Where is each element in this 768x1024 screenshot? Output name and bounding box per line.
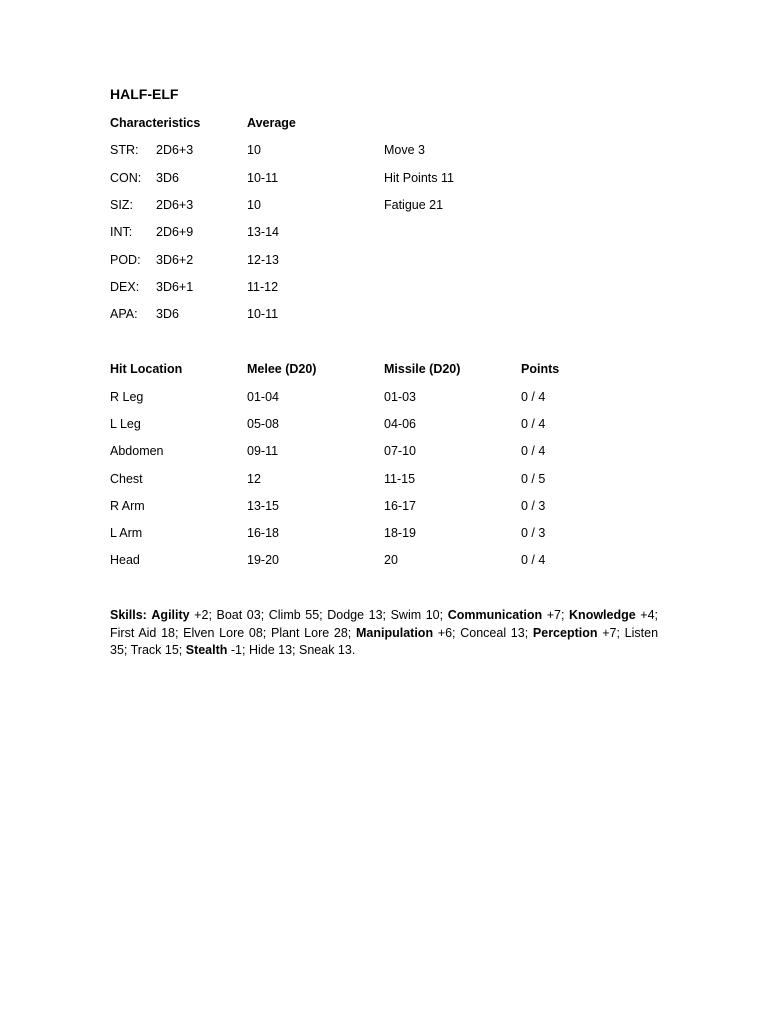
location-points: 0 / 4	[521, 444, 546, 458]
characteristic-row	[0, 278, 768, 296]
stat-label: DEX:	[110, 280, 140, 294]
missile-range: 20	[384, 553, 398, 567]
missile-range: 16-17	[384, 499, 416, 513]
characteristic-row	[0, 141, 768, 159]
stat-label: INT:	[110, 225, 133, 239]
skills-paragraph	[110, 607, 658, 660]
location-points: 0 / 3	[521, 499, 546, 513]
location-name: R Leg	[110, 390, 144, 404]
melee-range: 05-08	[247, 417, 279, 431]
stat-label: APA:	[110, 307, 138, 321]
location-name: Chest	[110, 472, 143, 486]
stat-extra: Move 3	[384, 143, 425, 157]
characteristics-header	[0, 114, 768, 132]
missile-range: 18-19	[384, 526, 416, 540]
hit-location-header-label: Hit Location	[110, 362, 183, 376]
hit-location-header	[0, 360, 768, 378]
skill-group-name: Knowledge	[569, 608, 636, 622]
stat-average: 10-11	[247, 307, 279, 321]
skill-list: Hide 13; Sneak 13.	[248, 643, 356, 657]
location-name: Abdomen	[110, 444, 164, 458]
skill-list: First Aid 18; Elven Lore 08; Plant Lore 28;	[110, 625, 356, 640]
missile-range: 04-06	[384, 417, 416, 431]
skill-group-modifier: +7;	[597, 625, 625, 640]
stat-average: 10	[247, 143, 261, 157]
melee-range: 01-04	[247, 390, 279, 404]
skill-group-name: Communication	[447, 608, 543, 622]
location-points: 0 / 3	[521, 526, 546, 540]
missile-range: 01-03	[384, 390, 416, 404]
location-name: L Arm	[110, 526, 143, 540]
skill-group-modifier: +6;	[433, 625, 461, 640]
stat-average: 13-14	[247, 225, 279, 239]
skill-group-modifier: +2;	[189, 608, 217, 622]
points-header-label: Points	[521, 362, 560, 376]
missile-header-label: Missile (D20)	[384, 362, 461, 376]
stat-label: POD:	[110, 253, 141, 267]
location-name: R Arm	[110, 499, 145, 513]
location-points: 0 / 4	[521, 417, 546, 431]
location-name: Head	[110, 553, 140, 567]
stat-label: CON:	[110, 171, 142, 185]
characteristic-row	[0, 223, 768, 241]
skill-group-modifier: +4;	[635, 608, 659, 622]
melee-range: 16-18	[247, 526, 279, 540]
stat-average: 10	[247, 198, 261, 212]
hit-location-row	[0, 551, 768, 569]
missile-range: 07-10	[384, 444, 416, 458]
hit-location-row	[0, 497, 768, 515]
melee-range: 13-15	[247, 499, 279, 513]
hit-location-row	[0, 524, 768, 542]
characteristics-header-label: Characteristics	[110, 116, 201, 130]
skill-group-modifier: -1;	[227, 643, 249, 657]
page-title: HALF-ELF	[110, 86, 179, 102]
location-name: L Leg	[110, 417, 141, 431]
stat-dice: 2D6+3	[156, 143, 194, 157]
characteristic-row	[0, 305, 768, 323]
stat-extra: Hit Points 11	[384, 171, 454, 185]
characteristic-row	[0, 169, 768, 187]
melee-range: 09-11	[247, 444, 279, 458]
stat-dice: 3D6	[156, 307, 179, 321]
characteristic-row	[0, 251, 768, 269]
stat-dice: 3D6	[156, 171, 179, 185]
skill-group-name: Stealth	[185, 643, 228, 657]
location-points: 0 / 4	[521, 390, 546, 404]
skill-group-modifier: +7;	[542, 608, 570, 622]
melee-header-label: Melee (D20)	[247, 362, 317, 376]
location-points: 0 / 5	[521, 472, 546, 486]
stat-average: 10-11	[247, 171, 279, 185]
skills-label: Skills:	[110, 608, 147, 622]
hit-location-row	[0, 415, 768, 433]
skill-list: Conceal 13;	[460, 625, 533, 640]
hit-location-row	[0, 442, 768, 460]
skill-group-name: Agility	[151, 608, 190, 622]
skill-list: Boat 03; Climb 55; Dodge 13; Swim 10;	[216, 608, 448, 622]
skill-list: Listen 35; Track 15;	[110, 625, 659, 657]
stat-dice: 2D6+3	[156, 198, 194, 212]
stat-extra: Fatigue 21	[384, 198, 444, 212]
stat-average: 11-12	[247, 280, 279, 294]
melee-range: 19-20	[247, 553, 279, 567]
characteristic-row	[0, 196, 768, 214]
missile-range: 11-15	[384, 472, 416, 486]
hit-location-row	[0, 470, 768, 488]
stat-dice: 3D6+2	[156, 253, 194, 267]
location-points: 0 / 4	[521, 553, 546, 567]
skill-group-name: Perception	[532, 625, 598, 640]
stat-dice: 2D6+9	[156, 225, 194, 239]
melee-range: 12	[247, 472, 261, 486]
skill-group-name: Manipulation	[356, 625, 434, 640]
hit-location-row	[0, 388, 768, 406]
stat-average: 12-13	[247, 253, 279, 267]
stat-label: SIZ:	[110, 198, 133, 212]
average-header-label: Average	[247, 116, 296, 130]
stat-dice: 3D6+1	[156, 280, 194, 294]
stat-label: STR:	[110, 143, 139, 157]
